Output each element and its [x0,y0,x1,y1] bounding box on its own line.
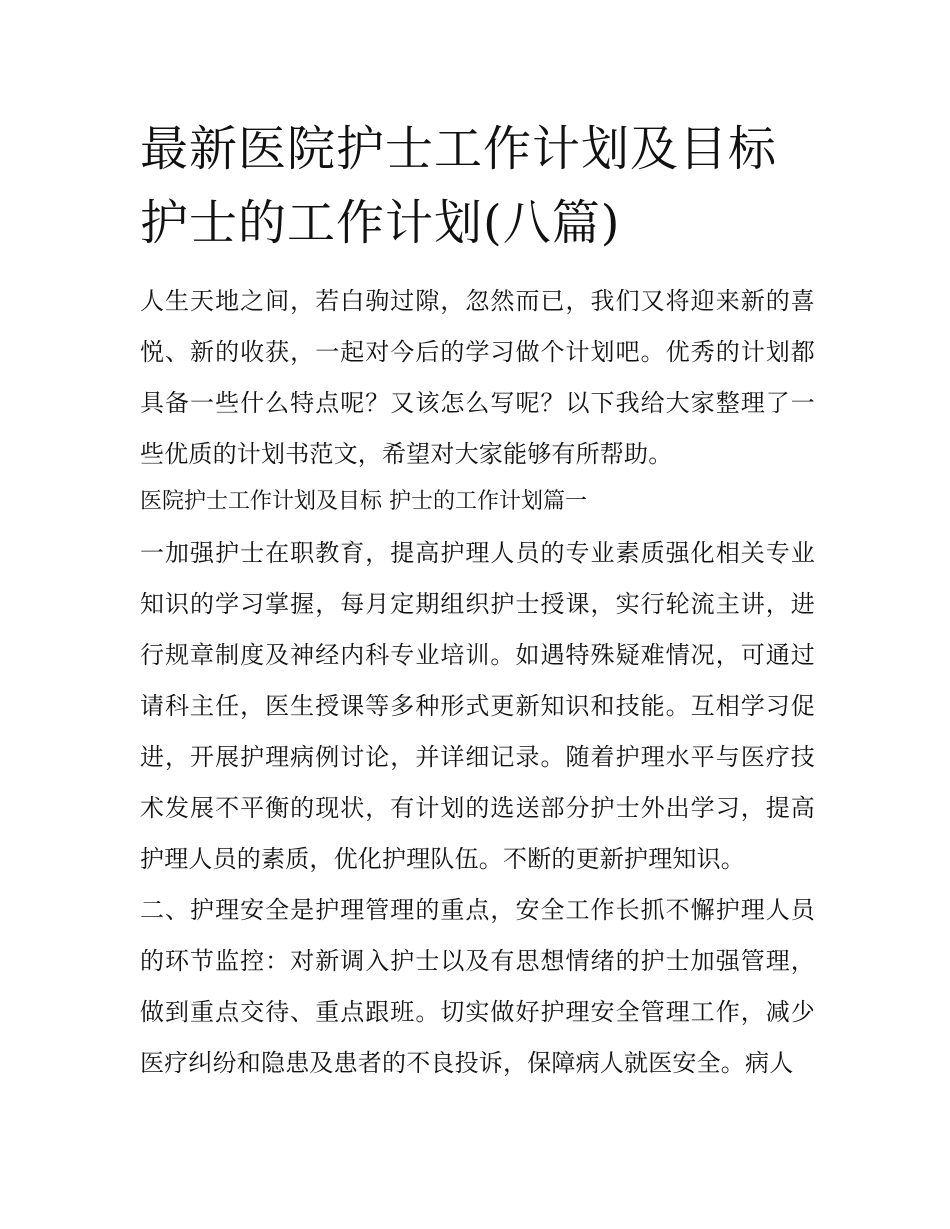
intro-paragraph: 人生天地之间，若白驹过隙，忽然而已，我们又将迎来新的喜悦、新的收获，一起对今后的学习做个计划吧。优秀的计划都具备一些什么特点呢？又该怎么写呢？以下我给大家整理了一些优质的计划书范文，希望对大家能够有所帮助。 [140,287,815,468]
body-paragraph-1: 一加强护士在职教育，提高护理人员的专业素质强化相关专业知识的学习掌握，每月定期组织护士授课，实行轮流主讲，进行规章制度及神经内科专业培训。如遇特殊疑难情况，可通过请科主任，医生授课等多种形式更新知识和技能。互相学习促进，开展护理病例讨论，并详细记录。随着护理水平与医疗技术发展不平衡的现状，有计划的选送部分护士外出学习，提高护理人员的素质，优化护理队伍。不断的更新护理知识。 [140,539,815,873]
document-title: 最新医院护士工作计划及目标 护士的工作计划(八篇) [140,121,778,251]
section-heading: 医院护士工作计划及目标 护士的工作计划篇一 [140,489,587,514]
body-paragraph-2: 二、护理安全是护理管理的重点，安全工作长抓不懈护理人员的环节监控：对新调入护士以及有思想情绪的护士加强管理，做到重点交待、重点跟班。切实做好护理安全管理工作，减少医疗纠纷和隐患及患者的不良投诉，保障病人就医安全。病人 [140,896,815,1077]
document-page [140,112,815,1089]
